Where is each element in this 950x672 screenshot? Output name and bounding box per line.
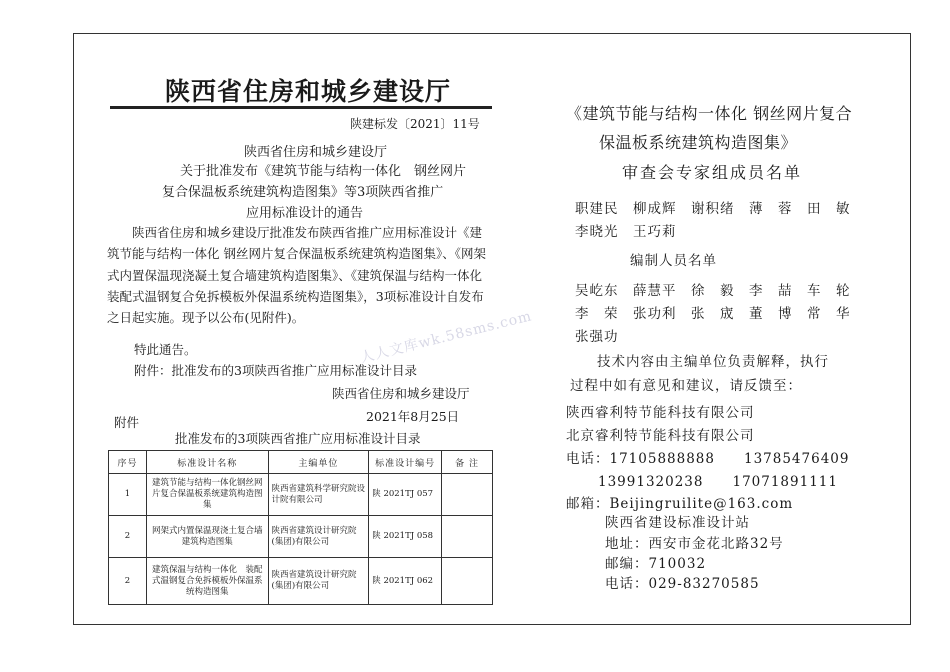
experts-line-1: 职建民 柳成辉 谢积绪 薄 蓉 田 敏 [575,201,851,217]
cell-note [442,474,493,516]
table-header-row [109,451,493,474]
notice-body: 陕西省住房和城乡建设厅批准发布陕西省推广应用标准设计《建筑节能与结构一体化 钢丝网片复合保温板系统建筑构造图集》、《网架式内置保温现浇凝土复合墙建筑构造图集》、《建筑保温与结构一体化 装配式温钢复合免拆模板外保温系统构造图集》，3项标准设计自发布之日起实施。现予以公布(见附件)。 [107,225,486,326]
table-title: 批准发布的3项陕西省推广应用标准设计目录 [175,431,421,446]
header-code: 标准设计编号 [369,451,442,474]
cell-editor: 陕西省建筑科学研究院设计院有限公司 [268,474,369,516]
review-title-line-2: 保温板系统建筑构造图集》 [599,133,798,152]
cell-code: 陕 2021TJ 058 [369,516,442,558]
editors-line-3: 张强功 [575,329,619,345]
header-note: 备 注 [442,451,493,474]
station-address: 地址：西安市金花北路32号 [605,536,784,552]
cell-editor: 陕西省建筑设计研究院(集团)有限公司 [268,516,369,558]
cell-no: 1 [109,474,147,516]
header-editor: 主编单位 [268,451,369,474]
header-divider [110,106,492,109]
phone-line-2: 13991320238 17071891111 [598,474,838,490]
support-line-1: 技术内容由主编单位负责解释，执行 [597,354,829,370]
signature-organization: 陕西省住房和城乡建设厅 [332,386,470,401]
cell-code: 陕 2021TJ 057 [369,474,442,516]
support-line-2: 过程中如有意见和建议，请反馈至： [570,378,802,394]
notice-closing: 特此通告。 [134,342,197,357]
station-postcode: 邮编：710032 [605,556,707,572]
table-row [109,516,493,558]
cell-no: 2 [109,516,147,558]
table-row [109,474,493,516]
cell-no: 2 [109,558,147,605]
header-name: 标准设计名称 [146,451,268,474]
editors-heading: 编制人员名单 [630,253,717,269]
cell-name: 建筑保温与结构一体化 装配式温钢复合免拆模板外保温系统构造图集 [146,558,268,605]
station-name: 陕西省建设标准设计站 [605,515,750,531]
phone-line-1: 电话：17105888888 13785476409 [566,451,850,467]
editors-line-2: 李 荣 张功利 张 宬 董 博 常 华 [575,306,851,322]
signature-date: 2021年8月25日 [366,409,460,424]
watermark: 人人文库wk.58sms.com [358,308,534,367]
cell-code: 陕 2021TJ 062 [369,558,442,605]
notice-title-line-1: 陕西省住房和城乡建设厅 [244,145,388,160]
cell-note [442,558,493,605]
document-number: 陕建标发〔2021〕11号 [350,117,480,131]
station-phone: 电话：029-83270585 [605,576,760,592]
review-title-line-1: 《建筑节能与结构一体化 钢丝网片复合 [566,104,853,123]
cell-name: 网架式内置保温现浇土复合墙建筑构造图集 [146,516,268,558]
editors-line-1: 吴屹东 薛慧平 徐 毅 李 喆 车 轮 [575,283,851,299]
cell-name: 建筑节能与结构一体化钢丝网片复合保温板系统建筑构造图集 [146,474,268,516]
notice-title-line-3: 复合保温板系统建筑构造图集》等3项陕西省推广 [162,185,444,200]
email-line: 邮箱：Beijingruilite@163.com [566,496,794,512]
table-row [109,558,493,605]
cell-editor: 陕西省建筑设计研究院(集团)有限公司 [268,558,369,605]
attachment-reference: 附件：批准发布的3项陕西省推广应用标准设计目录 [134,363,417,378]
org-title: 陕西省住房和城乡建设厅 [165,77,452,106]
review-title-line-3: 审查会专家组成员名单 [622,163,803,182]
company-2: 北京睿利特节能科技有限公司 [566,428,755,444]
header-no: 序号 [109,451,147,474]
notice-title-line-4: 应用标准设计的通告 [246,206,364,221]
notice-title-line-2: 关于批准发布《建筑节能与结构一体化 钢丝网片 [180,164,467,179]
standards-table [108,450,493,605]
cell-note [442,516,493,558]
company-1: 陕西睿利特节能科技有限公司 [566,405,755,421]
attachment-label: 附件 [114,415,140,430]
experts-line-2: 李晓光 王巧莉 [575,224,677,240]
